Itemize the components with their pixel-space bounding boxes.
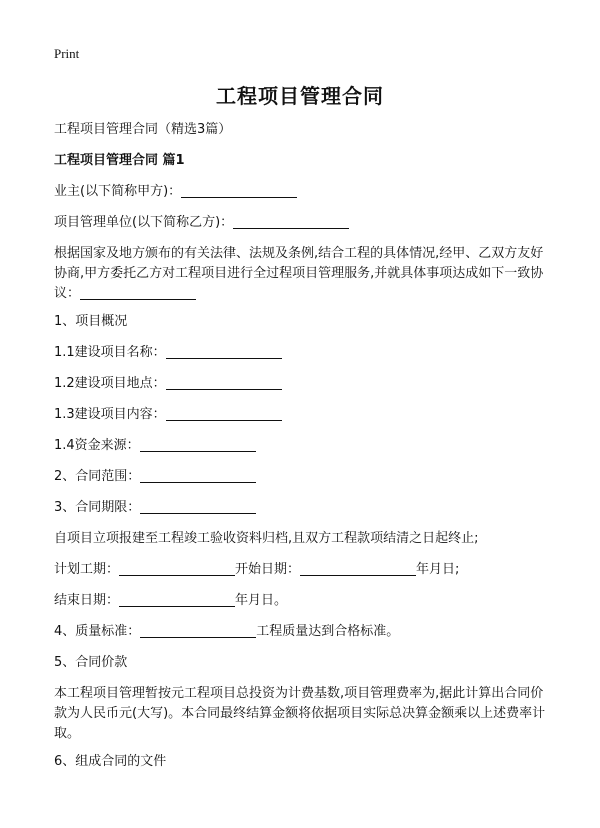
intro-blank (80, 285, 196, 300)
party-b-label: 项目管理单位(以下简称乙方)： (54, 215, 234, 230)
project-content-label: 1.3建设项目内容： (54, 407, 166, 422)
plan-period-blank (119, 561, 235, 576)
party-a-label: 业主(以下简称甲方)： (54, 184, 182, 199)
end-date-label: 结束日期： (54, 593, 120, 608)
start-date-label: 开始日期： (235, 562, 301, 577)
document-title: 工程项目管理合同 (216, 84, 384, 108)
quality-standard-label: 4、质量标准： (54, 624, 141, 639)
contract-scope-line (54, 467, 256, 487)
end-date-blank (119, 592, 235, 607)
end-date-line (54, 591, 287, 611)
section-heading: 工程项目管理合同 篇1 (54, 153, 185, 168)
project-location-line (54, 374, 282, 394)
plan-period-label: 计划工期： (54, 562, 120, 577)
contract-scope-blank (140, 468, 256, 483)
schedule-line (54, 560, 459, 580)
term-text: 自项目立项报建至工程竣工验收资料归档,且双方工程款项结清之日起终止; (54, 531, 479, 546)
funding-source-line (54, 436, 256, 456)
project-location-blank (166, 375, 282, 390)
party-a-line (54, 182, 297, 202)
contract-scope-label: 2、合同范围： (54, 469, 141, 484)
section-5-title: 5、合同价款 (54, 655, 128, 670)
intro-paragraph: 根据国家及地方颁布的有关法律、法规及条例,结合工程的具体情况,经甲、乙双方友好协商,甲方委托乙方对工程项目进行全过程项目管理服务,并就具体事项达成如下一致协议： (54, 246, 544, 301)
project-name-label: 1.1建设项目名称： (54, 345, 166, 360)
end-date-suffix: 年月日。 (235, 593, 288, 608)
contract-term-label: 3、合同期限： (54, 500, 141, 515)
contract-term-blank (140, 499, 256, 514)
party-b-blank (233, 214, 349, 229)
print-label[interactable]: Print (54, 46, 80, 61)
project-content-line (54, 405, 282, 425)
project-name-blank (166, 344, 282, 359)
quality-standard-blank (140, 623, 256, 638)
quality-standard-suffix: 工程质量达到合格标准。 (256, 624, 400, 639)
start-date-suffix: 年月日; (416, 562, 460, 577)
start-date-blank (300, 561, 416, 576)
party-b-line (54, 213, 349, 233)
funding-source-label: 1.4资金来源： (54, 438, 140, 453)
section-6-title: 6、组成合同的文件 (54, 754, 167, 769)
project-content-blank (166, 406, 282, 421)
project-name-line (54, 343, 282, 363)
contract-term-line (54, 498, 256, 518)
quality-standard-line (54, 622, 399, 642)
document-subtitle: 工程项目管理合同（精选3篇） (54, 122, 232, 137)
project-location-label: 1.2建设项目地点： (54, 376, 166, 391)
funding-source-blank (140, 437, 256, 452)
price-paragraph: 本工程项目管理暂按元工程项目总投资为计费基数,项目管理费率为,据此计算出合同价款为人民币元(大写)。本合同最终结算金额将依据项目实际总决算金额乘以上述费率计取。 (54, 686, 546, 741)
party-a-blank (181, 183, 297, 198)
section-1-title: 1、项目概况 (54, 314, 128, 329)
